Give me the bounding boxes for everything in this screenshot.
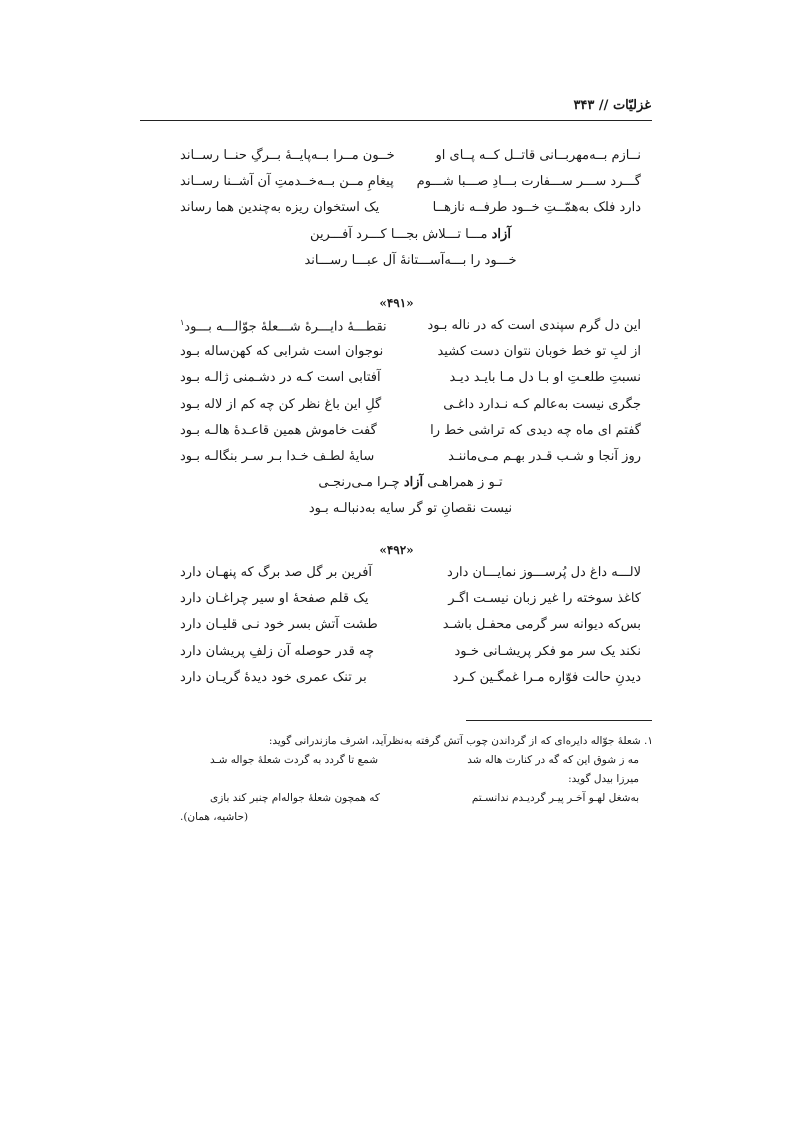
- couplet: [180, 423, 641, 449]
- hemistich-right: بس‌که دیوانه سر گرمی محفـل باشـد: [442, 617, 641, 633]
- closing-text: چـرا مـی‌رنجـی: [318, 475, 404, 491]
- closing-hemistich: [180, 475, 641, 501]
- hemistich-right: دیدنِ حالت فوّاره مـرا غمگـین کـرد: [452, 669, 641, 685]
- couplet: [180, 670, 641, 696]
- couplet: [180, 200, 641, 226]
- couplet: [180, 370, 641, 396]
- hemistich-right: جگری نیست به‌عالم کـه نـدارد داغـی: [443, 396, 641, 412]
- couplet: [180, 565, 641, 591]
- page-title: غزلیّات // ۳۴۳: [573, 98, 651, 113]
- hemistich-left: نوجوان است شرابی که کهن‌ساله بـود: [180, 344, 384, 360]
- hemistich-right: نکند یک سر مو فکر پریشـانی خـود: [454, 643, 641, 659]
- couplet: [180, 644, 641, 670]
- running-header: [142, 98, 651, 120]
- hemistich-left: چه قدر حوصله آن زلفِ پریشان دارد: [180, 643, 375, 659]
- couplet: [180, 449, 641, 475]
- footnote-poet: [180, 773, 653, 792]
- couplet: [180, 617, 641, 643]
- hemistich-left: آفتابی است کـه در دشـمنی ژالـه بـود: [180, 370, 381, 386]
- couplet: [180, 174, 641, 200]
- hemistich-left: گفت خاموش همین قاعـدهٔ هالـه بـود: [180, 422, 377, 438]
- hemistich-left: طشت آتش بسر خود نـی قلیـان دارد: [180, 617, 378, 633]
- verse-left: شمع تا گردد به گردت شعلهٔ جواله شـد: [210, 754, 379, 766]
- footnote-intro: [180, 735, 653, 754]
- hemistich-left: گلِ این باغ نظر کن چه کم از لاله بـود: [180, 396, 382, 412]
- footnote-source: [180, 811, 653, 830]
- closing-hemistich: نیست نقصانِ تو گر سایه به‌دنبالـه بـود: [308, 501, 513, 517]
- footnote-text: میرزا بیدل گوید:: [568, 773, 639, 785]
- header-rule: [140, 120, 652, 121]
- couplet: [180, 148, 641, 174]
- verse-left: که همچون شعلهٔ جواله‌ام چنبر کند بازی: [210, 792, 380, 804]
- couplet: [180, 397, 641, 423]
- closing-hemistich: [180, 227, 641, 253]
- footnote-rule: [466, 720, 652, 721]
- couplet: [180, 318, 641, 344]
- hemistich-right: این دل گرم سپندی است که در ناله بـود: [427, 318, 641, 333]
- ghazal-491: [180, 318, 641, 528]
- hemistich-left: بر تنک عمری خود دیدهٔ گریـان دارد: [180, 669, 367, 685]
- closing-hemistich: خـــود را بـــه‌آســـتانهٔ آل عبـــا رســـاند: [304, 252, 517, 268]
- hemistich-left: آفرین بر گل صد برگ که پنهـان دارد: [180, 565, 373, 580]
- verse-right: مه ز شوق این که گه در کنارت هاله شد: [467, 754, 639, 766]
- hemistich-left: خــون مــرا بــه‌پایــهٔ بــرگِ حنــا رســاند: [180, 148, 395, 163]
- hemistich-right: گـــرد ســـر ســـفارت بـــادِ صـــبا شـــوم: [416, 174, 641, 190]
- hemistich-right: نسبتِ طلعـتِ او بـا دل مـا بایـد دیـد: [449, 370, 641, 386]
- verse-right: به‌شغل لهـو آخـر پیـر گردیـدم ندانسـتم: [471, 792, 639, 804]
- hemistich-right: گفتم ای ماه چه دیدی که تراشی خط را: [430, 422, 641, 438]
- hemistich-right: از لبِ تو خط خوبان نتوان دست کشید: [437, 344, 641, 360]
- ghazal-number: «۴۹۱»: [379, 296, 414, 310]
- hemistich-left: سایهٔ لطـف خـدا بـر سـر بنگالـه بـود: [180, 448, 375, 464]
- poet-pen-name: آزاد: [491, 226, 511, 242]
- hemistich-right: روز آنجا و شـب قـدر بهـم مـی‌ماننـد: [448, 448, 641, 464]
- hemistich-left: یک قلم صفحهٔ او سیر چراغـان دارد: [180, 591, 369, 607]
- hemistich-left: یک استخوان ریزه به‌چندین هما رساند: [180, 200, 380, 216]
- footnote-text: ۱. شعلهٔ جوّاله دایره‌ای که از گرداندن چوب آتش گرفته به‌نظرآید، اشرف مازندرانی گوید:: [268, 735, 653, 747]
- hemistich-left: [180, 318, 387, 334]
- ghazal-490-ending: [180, 148, 641, 279]
- source-text: (حاشیه، همان).: [180, 811, 249, 823]
- hemistich-right: نــازم بــه‌مهربــانی قاتــل کــه پــای او: [435, 148, 641, 163]
- hemistich-text: نقطـــهٔ دایـــرهٔ شـــعلهٔ جوّالـــه بـــود: [184, 319, 387, 335]
- footnote-verse: [180, 792, 653, 811]
- couplet: [180, 591, 641, 617]
- hemistich-right: لالـــه داغ دل پُرســـوز نمایـــان دارد: [446, 565, 641, 580]
- ghazal-number: «۴۹۲»: [379, 543, 414, 557]
- poet-pen-name: آزاد: [403, 475, 424, 491]
- couplet: [180, 344, 641, 370]
- closing-text: مـــا تـــلاش بجـــا کـــرد آفـــرین: [310, 226, 492, 242]
- footnotes: [180, 735, 653, 830]
- footnote-marker: ۱: [180, 318, 185, 327]
- closing-text: تـو ز همراهـی: [423, 475, 503, 491]
- ghazal-492: [180, 565, 641, 696]
- hemistich-right: دارد فلک به‌همّــتِ خــود طرفــه نازهــا: [432, 200, 641, 216]
- footnote-verse: [180, 754, 653, 773]
- hemistich-right: کاغذ سوخته را غیر زبان نیسـت اگـر: [448, 591, 641, 607]
- hemistich-left: پیغامِ مــن بــه‌خــدمتِ آن آشــنا رســاند: [180, 174, 394, 190]
